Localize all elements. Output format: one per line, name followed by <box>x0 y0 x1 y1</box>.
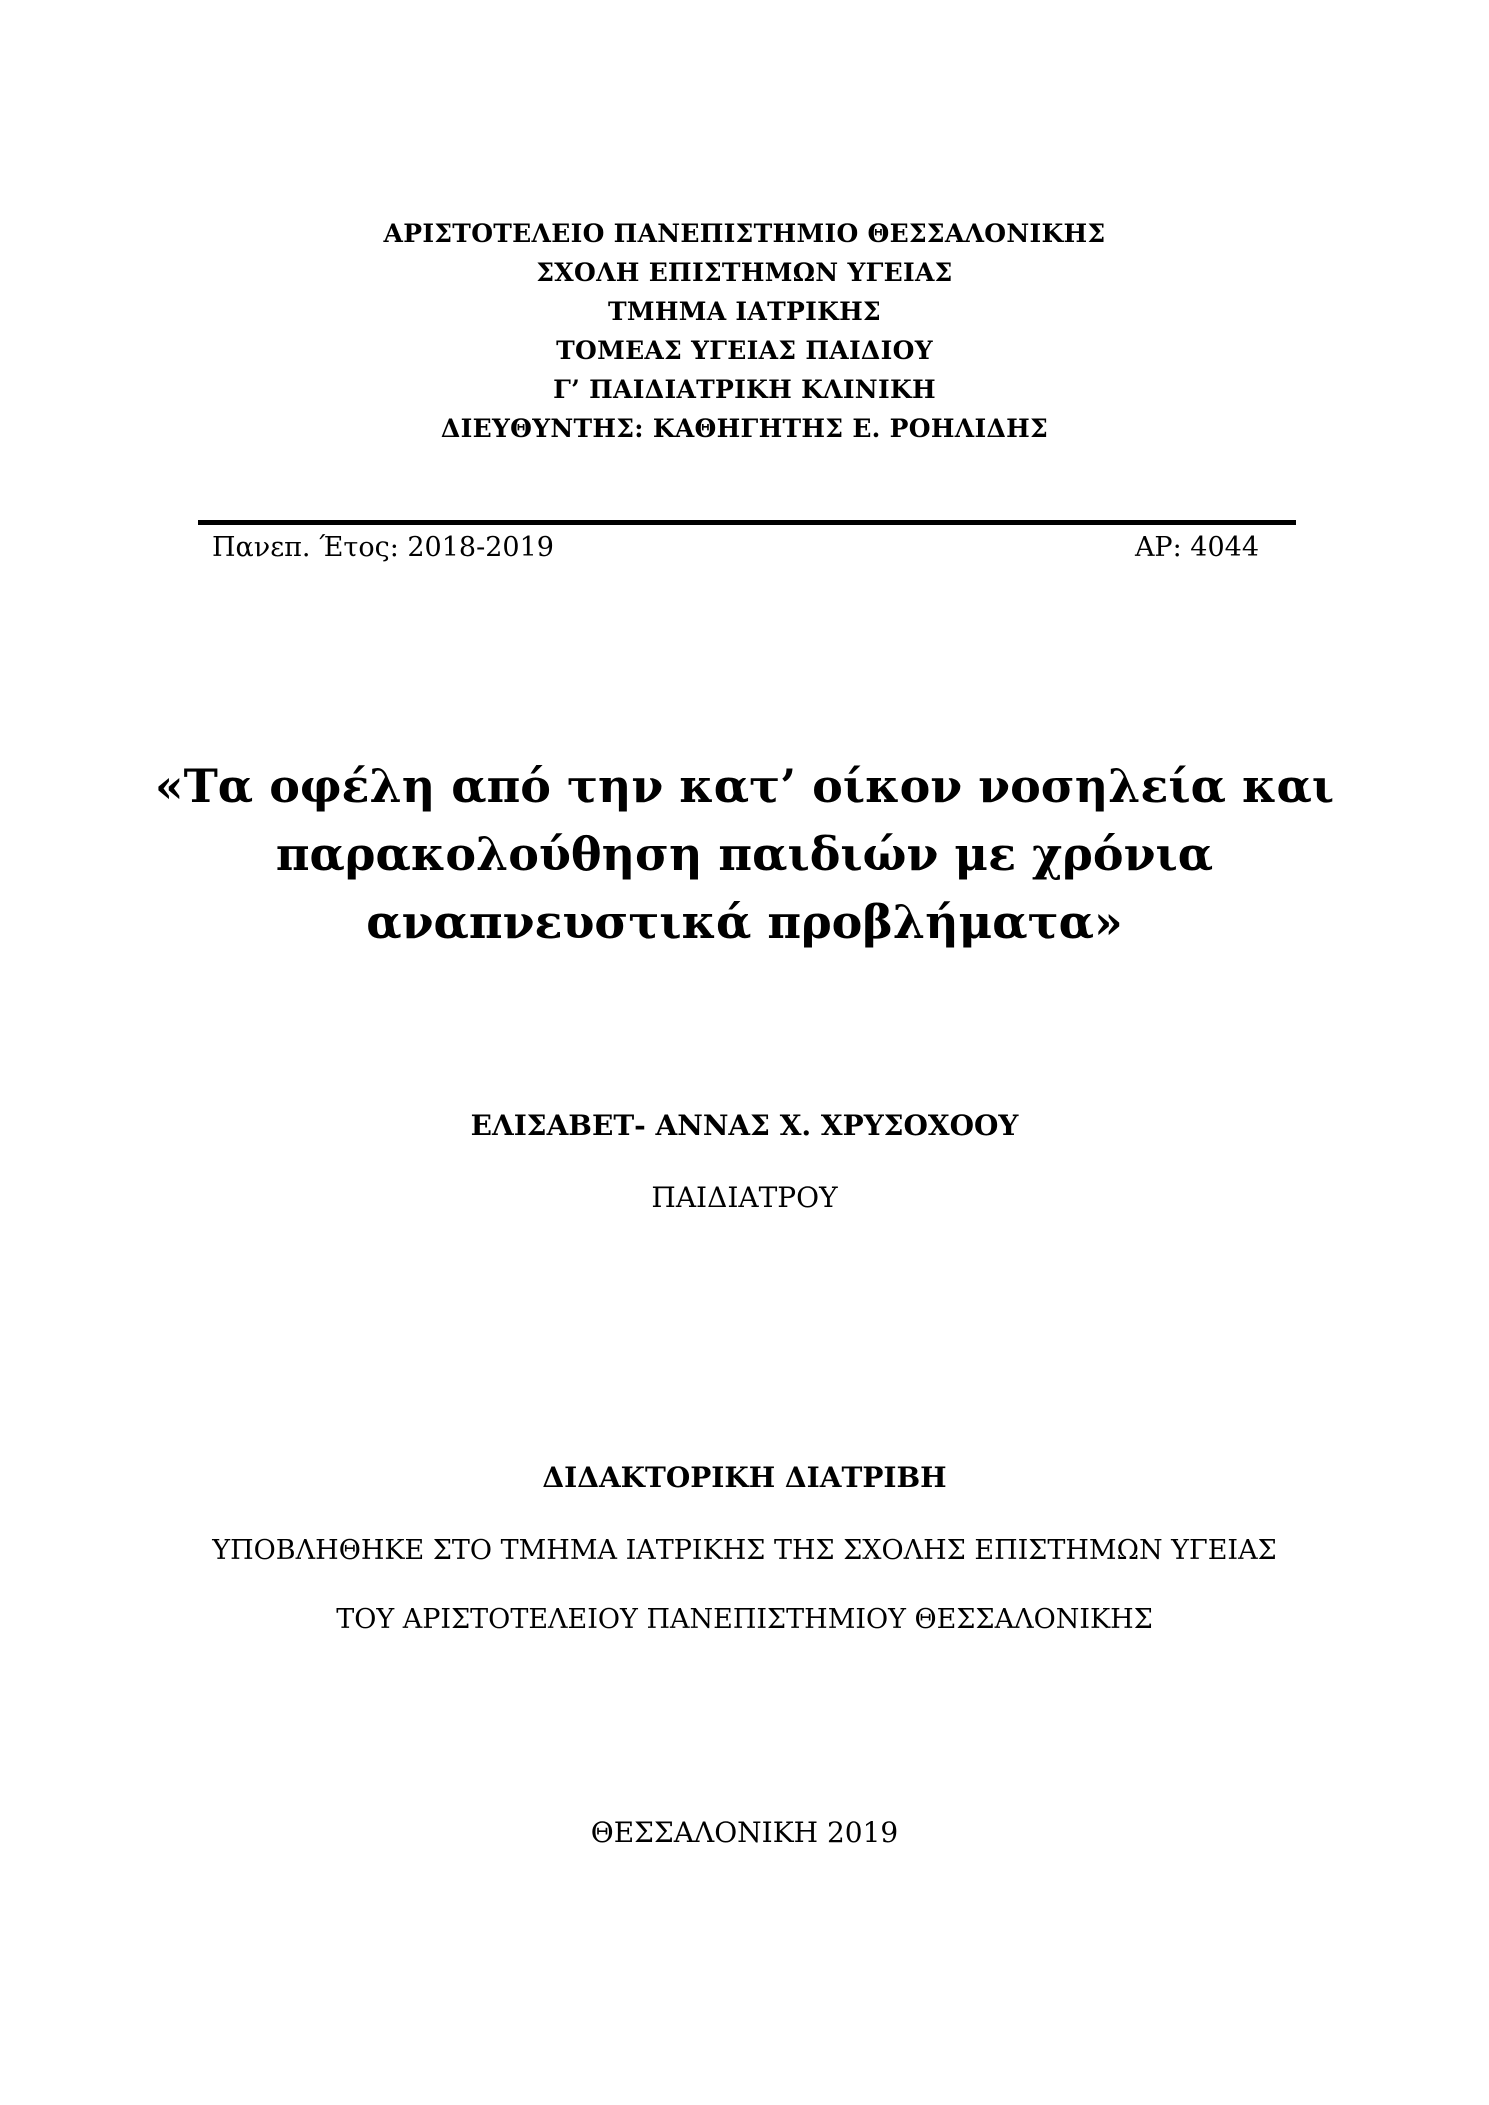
document-number: ΑΡ: 4044 <box>1134 532 1259 563</box>
department-name: ΤΜΗΜΑ ΙΑΤΡΙΚΗΣ <box>607 297 882 326</box>
author-role: ΠΑΙΔΙΑΤΡΟΥ <box>651 1181 838 1214</box>
thesis-title <box>0 752 1489 956</box>
title-line: παρακολούθηση παιδιών με χρόνια <box>275 827 1214 881</box>
university-name: ΑΡΙΣΤΟΤΕΛΕΙΟ ΠΑΝΕΠΙΣΤΗΜΙΟ ΘΕΣΣΑΛΟΝΙΚΗΣ <box>383 219 1106 248</box>
place-and-year: ΘΕΣΣΑΛΟΝΙΚΗ 2019 <box>590 1816 899 1849</box>
submission-statement-line-2: ΤΟΥ ΑΡΙΣΤΟΤΕΛΕΙΟΥ ΠΑΝΕΠΙΣΤΗΜΙΟΥ ΘΕΣΣΑΛΟΝΙΚΗΣ <box>336 1604 1153 1635</box>
sector-name: ΤΟΜΕΑΣ ΥΓΕΙΑΣ ΠΑΙΔΙΟΥ <box>556 336 933 365</box>
title-line: αναπνευστικά προβλήματα» <box>366 895 1123 949</box>
horizontal-rule <box>198 520 1296 525</box>
thesis-type: ΔΙΔΑΚΤΟΡΙΚΗ ΔΙΑΤΡΙΒΗ <box>542 1461 947 1494</box>
school-name: ΣΧΟΛΗ ΕΠΙΣΤΗΜΩΝ ΥΓΕΙΑΣ <box>536 258 953 287</box>
director-line: ΔΙΕΥΘΥΝΤΗΣ: ΚΑΘΗΓΗΤΗΣ Ε. ΡΟΗΛΙΔΗΣ <box>440 414 1049 443</box>
clinic-name: Γ’ ΠΑΙΔΙΑΤΡΙΚΗ ΚΛΙΝΙΚΗ <box>553 375 936 404</box>
academic-year: Πανεπ. Έτος: 2018-2019 <box>212 532 554 563</box>
author-name: ΕΛΙΣΑΒΕΤ- ΑΝΝΑΣ Χ. ΧΡΥΣΟΧΟΟΥ <box>470 1109 1019 1142</box>
submission-statement-line-1: ΥΠΟΒΛΗΘΗΚΕ ΣΤΟ ΤΜΗΜΑ ΙΑΤΡΙΚΗΣ ΤΗΣ ΣΧΟΛΗΣ ΕΠΙΣΤΗΜΩΝ ΥΓΕΙΑΣ <box>212 1535 1277 1566</box>
title-line: «Τα οφέλη από την κατ’ οίκον νοσηλεία και <box>154 759 1335 813</box>
institution-header <box>0 214 1489 448</box>
